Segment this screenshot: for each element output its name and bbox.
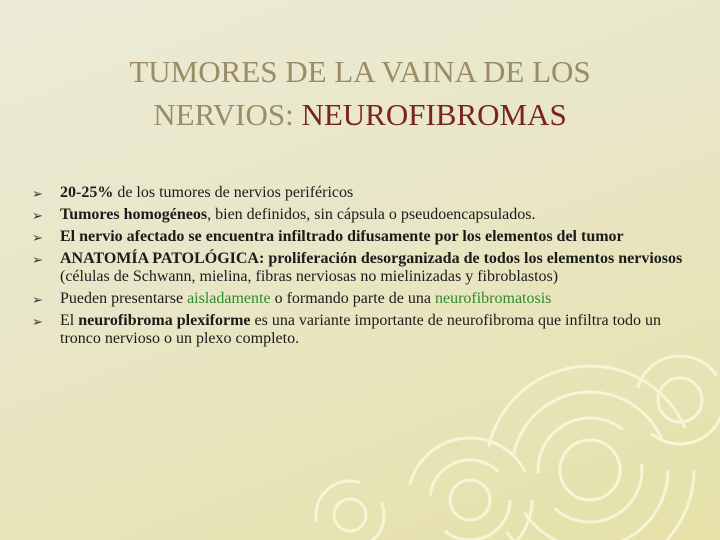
bullet-item: ➢ El neurofibroma plexiforme es una variante importante de neurofibroma que infiltra todo un tronco nervioso o un plexo completo. [32,312,662,347]
bullet-list [32,184,692,352]
bullet-item: ➢ 20-25% de los tumores de nervios periféricos [32,184,354,201]
arrow-bullet-icon: ➢ [32,186,43,201]
arrow-bullet-icon: ➢ [32,252,43,267]
bullet-item: ➢ Tumores homogéneos, bien definidos, sin cápsula o pseudoencapsulados. [32,206,536,223]
bullet-item: ➢ El nervio afectado se encuentra infiltrado difusamente por los elementos del tumor [32,228,624,245]
title-line-2-accent: NEUROFIBROMAS [301,97,567,132]
slide-title [40,50,680,136]
title-line-1: TUMORES DE LA VAINA DE LOS [129,54,591,89]
bullet-item: ➢ ANATOMÍA PATOLÓGICA: proliferación desorganizada de todos los elementos nerviosos (células de Schwann, mielina, fibras nerviosas no mielinizadas y fibroblastos) [32,250,683,285]
arrow-bullet-icon: ➢ [32,314,43,329]
title-line-2-prefix: NERVIOS: [153,97,302,132]
arrow-bullet-icon: ➢ [32,208,43,223]
arrow-bullet-icon: ➢ [32,292,43,307]
bullet-item: ➢ Pueden presentarse aisladamente o formando parte de una neurofibromatosis [32,290,552,307]
arrow-bullet-icon: ➢ [32,230,43,245]
